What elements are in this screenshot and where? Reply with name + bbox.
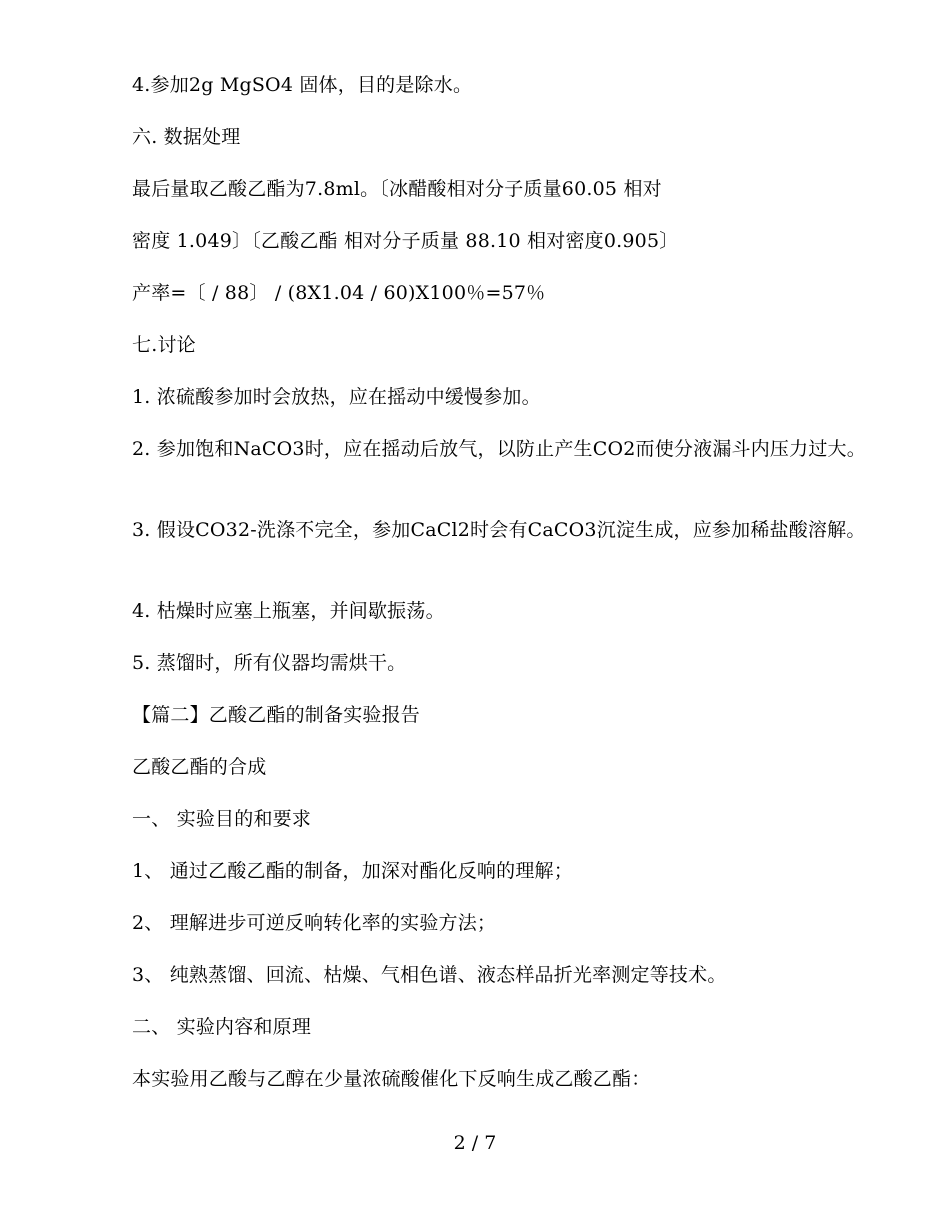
section-heading: 乙酸乙酯的合成 — [132, 756, 267, 778]
section-heading: 一、 实验目的和要求 — [132, 808, 312, 830]
page-number: 2 / 7 — [453, 1132, 497, 1154]
list-item: 4. 枯燥时应塞上瓶塞，并间歇振荡。 — [132, 600, 445, 622]
list-item: 2. 参加饱和NaCO3时，应在摇动后放气，以防止产生CO2而使分液漏斗内压力过大。 — [132, 438, 866, 460]
list-item: 5. 蒸馏时，所有仪器均需烘干。 — [132, 652, 407, 674]
section-heading: 六. 数据处理 — [132, 126, 241, 148]
list-item: 2、 理解进步可逆反响转化率的实验方法； — [132, 912, 497, 934]
section-heading: 二、 实验内容和原理 — [132, 1016, 312, 1038]
list-item: 3. 假设CO32-洗涤不完全，参加CaCl2时会有CaCO3沉淀生成，应参加稀盐酸溶解。 — [132, 519, 866, 541]
list-item: 1. 浓硫酸参加时会放热，应在摇动中缓慢参加。 — [132, 386, 541, 408]
text-line: 4.参加2g MgSO4 固体，目的是除水。 — [132, 74, 473, 96]
text-line: 密度 1.049〕〔乙酸乙酯 相对分子质量 88.10 相对密度0.905〕 — [132, 230, 679, 252]
section-heading: 【篇二】乙酸乙酯的制备实验报告 — [132, 704, 421, 726]
text-line: 最后量取乙酸乙酯为7.8ml。〔冰醋酸相对分子质量60.05 相对 — [132, 178, 662, 200]
list-item: 3、 纯熟蒸馏、回流、枯燥、气相色谱、液态样品折光率测定等技术。 — [132, 964, 727, 986]
text-line: 本实验用乙酸与乙醇在少量浓硫酸催化下反响生成乙酸乙酯： — [132, 1068, 651, 1090]
section-heading: 七.讨论 — [132, 334, 196, 356]
list-item: 1、 通过乙酸乙酯的制备，加深对酯化反响的理解； — [132, 860, 573, 882]
formula-line: 产率=〔 / 88〕 / (8X1.04 / 60)X100％=57％ — [132, 282, 546, 304]
